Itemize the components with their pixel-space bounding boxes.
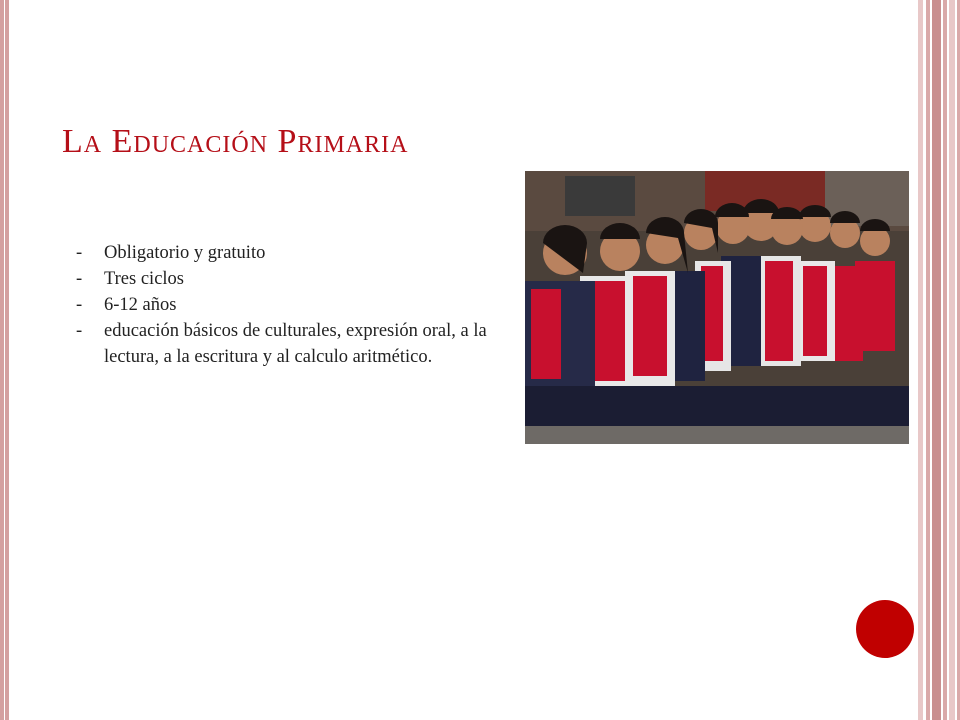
- right-decorative-stripes: [918, 0, 960, 720]
- slide-title: La Educación Primaria: [62, 122, 409, 160]
- left-border: [0, 0, 9, 720]
- bullet-list: [76, 240, 496, 370]
- bullet-item: - Tres ciclos: [76, 266, 496, 292]
- accent-circle: [856, 600, 914, 658]
- bullet-item: - 6-12 años: [76, 292, 496, 318]
- students-photo: [525, 171, 909, 444]
- bullet-item: - educación básicos de culturales, expresión oral, a la lectura, a la escritura y al calculo aritmético.: [76, 318, 496, 370]
- bullet-item: - Obligatorio y gratuito: [76, 240, 496, 266]
